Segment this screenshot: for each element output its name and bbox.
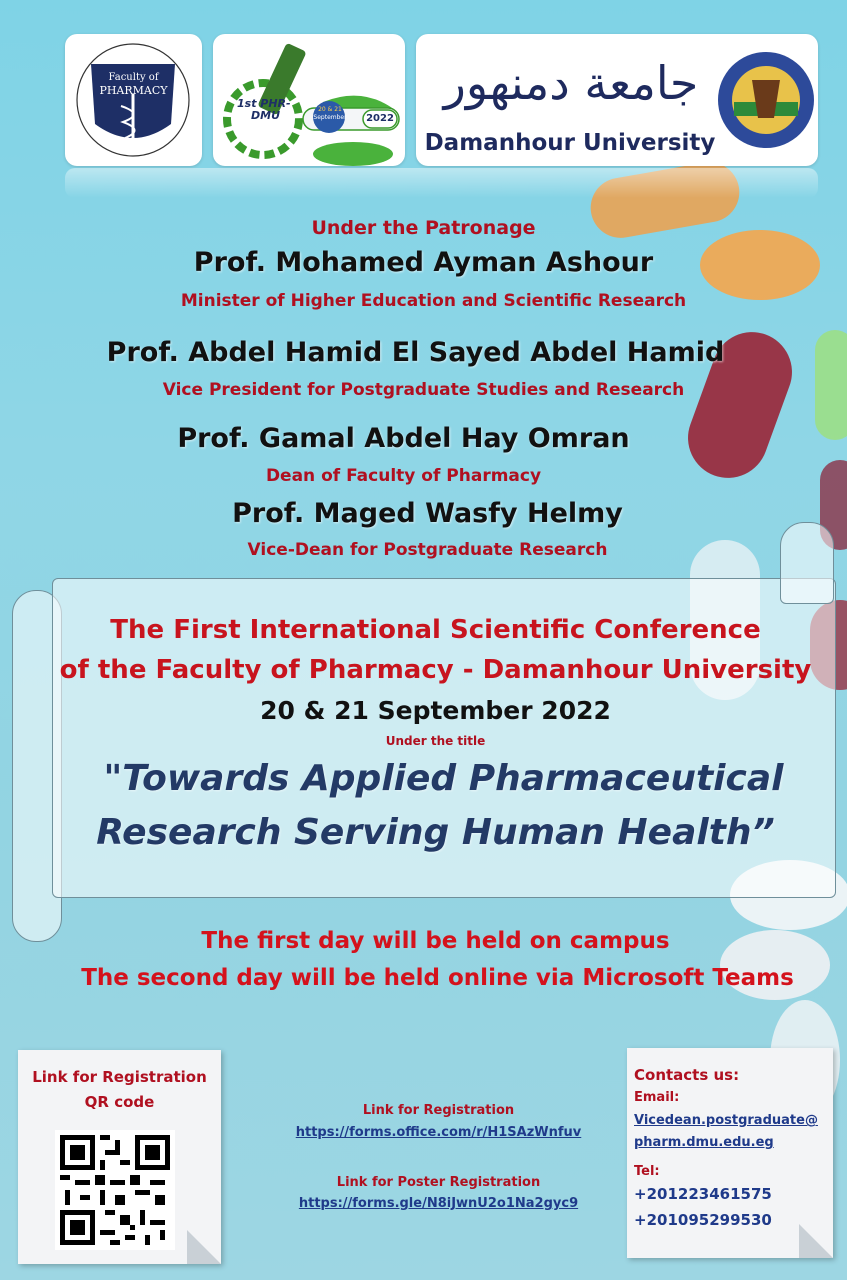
- email-link-line-1[interactable]: Vicedean.postgraduate@: [634, 1113, 818, 1128]
- conference-title-line-2: of the Faculty of Pharmacy - Damanhour University: [59, 655, 812, 685]
- faculty-of-pharmacy-logo: [65, 34, 202, 166]
- university-arabic-name: جامعة دمنهور: [443, 56, 699, 110]
- conference-logo-year: 2022: [366, 113, 394, 124]
- conference-title-line-1: The First International Scientific Conference: [110, 615, 761, 645]
- university-logo-card: [416, 34, 818, 166]
- contacts-note: [627, 1048, 833, 1258]
- patron-title-3: Dean of Faculty of Pharmacy: [265, 466, 542, 486]
- patronage-heading: Under the Patronage: [311, 217, 536, 239]
- under-the-title-label: Under the title: [385, 734, 486, 748]
- patron-name-3: Prof. Gamal Abdel Hay Omran: [177, 423, 630, 454]
- university-english-name: Damanhour University: [424, 130, 716, 156]
- poster-registration-link[interactable]: https://forms.gle/N8iJwnU2o1Na2gyc9: [298, 1196, 579, 1211]
- poster-link-label: Link for Poster Registration: [336, 1175, 541, 1190]
- registration-link[interactable]: https://forms.office.com/r/H1SAzWnfuv: [295, 1125, 582, 1140]
- qr-note-line-2: QR code: [84, 1093, 155, 1111]
- email-link-line-2[interactable]: pharm.dmu.edu.eg: [634, 1135, 774, 1150]
- logo-reflection: [65, 168, 818, 198]
- page-fold: [187, 1230, 221, 1264]
- conference-theme-line-2: Research Serving Human Health”: [96, 812, 775, 853]
- contacts-heading: Contacts us:: [634, 1066, 740, 1084]
- conference-logo-label: [237, 98, 291, 122]
- patron-title-4: Vice-Dean for Postgraduate Research: [247, 540, 608, 560]
- schedule-day-1: The first day will be held on campus: [201, 928, 670, 954]
- scroll-right-curl: [780, 522, 834, 604]
- qr-note-line-1: Link for Registration: [32, 1068, 207, 1086]
- conference-dates: 20 & 21 September 2022: [260, 696, 611, 725]
- conference-theme-line-1: "Towards Applied Pharmaceutical: [103, 758, 784, 799]
- patron-name-2: Prof. Abdel Hamid El Sayed Abdel Hamid: [106, 337, 725, 368]
- conference-logo-dates-days: 20 & 21: [318, 106, 342, 113]
- patron-name-4: Prof. Maged Wasfy Helmy: [232, 498, 623, 529]
- conference-logo-label-2: DMU: [251, 109, 281, 122]
- schedule-day-2: The second day will be held online via Microsoft Teams: [81, 965, 794, 991]
- conference-logo-dates-month: September: [313, 114, 347, 121]
- phone-2: +201095299530: [634, 1211, 772, 1229]
- qr-code-note: [18, 1050, 221, 1264]
- patron-title-2: Vice President for Postgraduate Studies and Research: [162, 380, 685, 400]
- registration-qr-code[interactable]: [55, 1130, 175, 1250]
- conference-logo-label-1: 1st PHR-: [237, 97, 291, 110]
- page-fold: [799, 1224, 833, 1258]
- patron-title-1: Minister of Higher Education and Scientific Research: [180, 291, 687, 311]
- email-label: Email:: [634, 1090, 680, 1105]
- faculty-logo-card: [65, 34, 202, 166]
- conference-logo-dates: [313, 106, 347, 122]
- seal-arabic-caption: جامعة دمنهور: [743, 146, 789, 155]
- faculty-logo-main-text: PHARMACY: [99, 84, 168, 97]
- patron-name-1: Prof. Mohamed Ayman Ashour: [193, 247, 654, 278]
- tel-label: Tel:: [634, 1164, 660, 1179]
- email-link-block: [634, 1110, 818, 1154]
- damanhour-university-seal: [716, 40, 816, 160]
- phone-1: +201223461575: [634, 1185, 772, 1203]
- registration-link-label: Link for Registration: [362, 1103, 515, 1118]
- conference-logo-card: [213, 34, 405, 166]
- faculty-logo-top-text: Faculty of: [108, 72, 159, 83]
